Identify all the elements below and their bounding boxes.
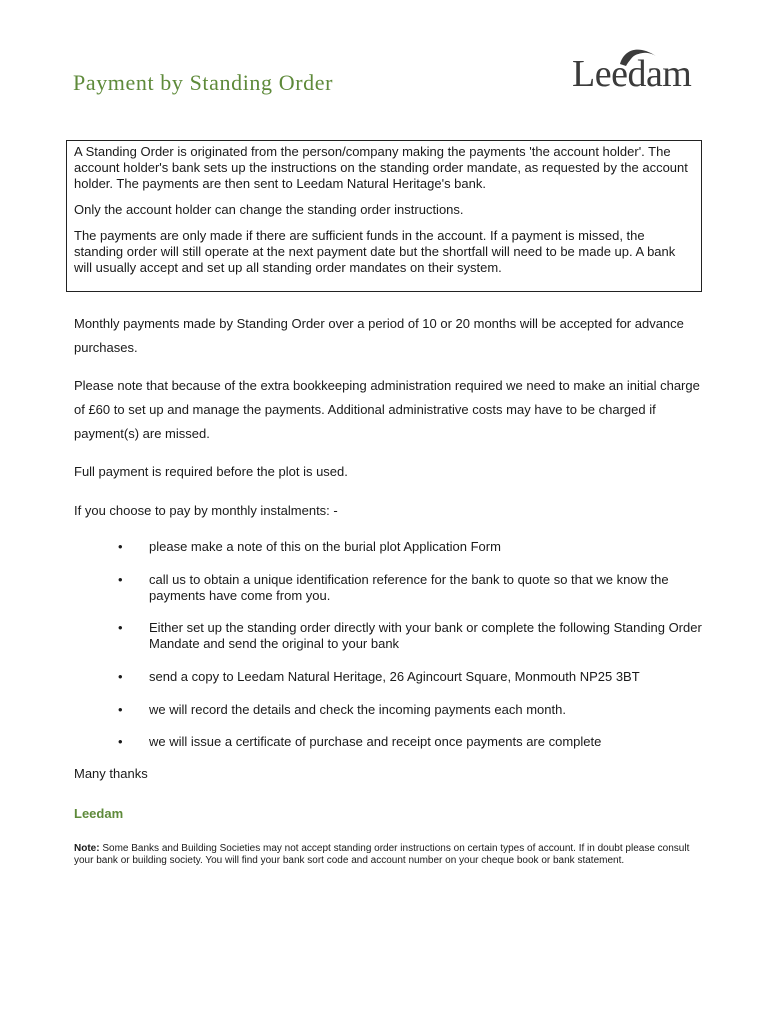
- signature: Leedam: [74, 806, 124, 821]
- note-label: Note:: [74, 843, 100, 854]
- body-paragraph: Monthly payments made by Standing Order over a period of 10 or 20 months will be accepted for advance purchases.: [74, 316, 684, 355]
- list-item: • send a copy to Leedam Natural Heritage, 26 Agincourt Square, Monmouth NP25 3BT: [118, 669, 640, 684]
- logo-wordmark: Leedam: [572, 53, 692, 95]
- info-paragraph: The payments are only made if there are sufficient funds in the account. If a payment is missed, the standing order will still operate at the next payment date but the shortfall will need to be made up. A bank will usually accept and set up all standing order mandates on their system.: [74, 228, 676, 275]
- list-item: • Either set up the standing order directly with your bank or complete the following Standing Order Mandate and send the original to your bank: [118, 620, 702, 651]
- body-paragraph: Please note that because of the extra bookkeeping administration required we need to make an initial charge of £60 to set up and manage the payments. Additional administrative costs may have to be charged if payment(s) are missed.: [74, 378, 700, 441]
- page-title: Payment by Standing Order: [73, 70, 334, 95]
- bullet-icon: •: [118, 620, 123, 635]
- bullet-icon: •: [118, 734, 123, 749]
- closing-thanks: Many thanks: [74, 766, 148, 781]
- list-item: • we will issue a certificate of purchase and receipt once payments are complete: [118, 734, 602, 749]
- bullet-icon: •: [118, 669, 123, 684]
- leedam-logo: [568, 42, 708, 98]
- note-text: Some Banks and Building Societies may not accept standing order instructions on certain types of account. If in doubt please consult your bank or building society. You will find your bank sort code and account number on your cheque book or bank statement.: [74, 843, 690, 866]
- bullet-icon: •: [118, 572, 123, 587]
- bullet-icon: •: [118, 539, 123, 554]
- list-item: • please make a note of this on the burial plot Application Form: [118, 539, 501, 554]
- bullet-icon: •: [118, 702, 123, 717]
- info-paragraph: Only the account holder can change the standing order instructions.: [74, 202, 464, 217]
- info-box: [66, 140, 702, 292]
- body-paragraph: If you choose to pay by monthly instalments: -: [74, 503, 338, 518]
- footnote: [74, 843, 694, 867]
- list-item: • we will record the details and check the incoming payments each month.: [118, 702, 566, 717]
- instalment-steps-list: [74, 539, 704, 750]
- body-paragraph: Full payment is required before the plot is used.: [74, 464, 348, 479]
- info-paragraph: A Standing Order is originated from the person/company making the payments 'the account holder'. The account holder's bank sets up the instructions on the standing order mandate, as requested by the account holder. The payments are then sent to Leedam Natural Heritage's bank.: [74, 144, 688, 191]
- list-item: • call us to obtain a unique identification reference for the bank to quote so that we know the payments have come from you.: [118, 572, 669, 603]
